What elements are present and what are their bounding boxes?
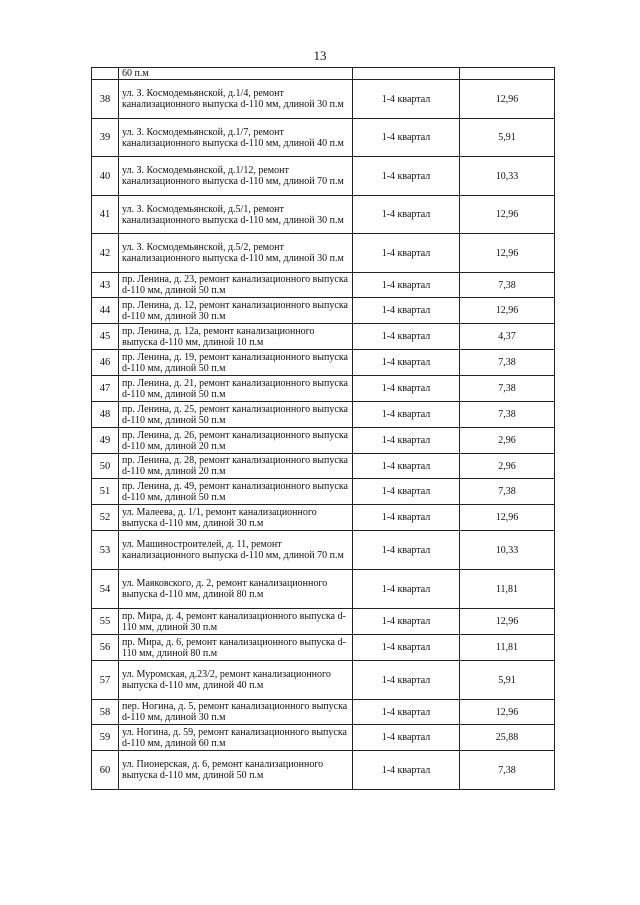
work-description: пр. Ленина, д. 19, ремонт канализационного выпуска d-110 мм, длиной 50 п.м	[119, 350, 353, 376]
work-description: пр. Мира, д. 4, ремонт канализационного выпуска d-110 мм, длиной 30 п.м	[119, 609, 353, 635]
work-amount: 7,38	[460, 273, 555, 298]
row-number: 40	[92, 157, 119, 196]
work-amount: 12,96	[460, 298, 555, 324]
table-row	[92, 609, 555, 635]
table-row	[92, 700, 555, 725]
work-amount: 25,88	[460, 725, 555, 751]
work-period: 1-4 квартал	[353, 700, 460, 725]
table-row	[92, 402, 555, 428]
table-row	[92, 661, 555, 700]
row-number: 55	[92, 609, 119, 635]
row-number: 46	[92, 350, 119, 376]
work-description: пер. Ногина, д. 5, ремонт канализационного выпуска d-110 мм, длиной 30 п.м	[119, 700, 353, 725]
work-period: 1-4 квартал	[353, 234, 460, 273]
table-row	[92, 376, 555, 402]
work-period: 1-4 квартал	[353, 350, 460, 376]
work-amount: 12,96	[460, 700, 555, 725]
work-amount: 7,38	[460, 479, 555, 505]
row-number: 49	[92, 428, 119, 454]
row-number: 57	[92, 661, 119, 700]
row-number: 48	[92, 402, 119, 428]
row-number: 60	[92, 751, 119, 790]
work-description: пр. Ленина, д. 21, ремонт канализационного выпуска d-110 мм, длиной 50 п.м	[119, 376, 353, 402]
work-period: 1-4 квартал	[353, 479, 460, 505]
row-number: 42	[92, 234, 119, 273]
row-number: 53	[92, 531, 119, 570]
work-period: 1-4 квартал	[353, 298, 460, 324]
work-description: пр. Мира, д. 6, ремонт канализационного выпуска d-110 мм, длиной 80 п.м	[119, 635, 353, 661]
work-amount: 10,33	[460, 157, 555, 196]
work-period: 1-4 квартал	[353, 635, 460, 661]
work-description: пр. Ленина, д. 23, ремонт канализационного выпуска d-110 мм, длиной 50 п.м	[119, 273, 353, 298]
table-row	[92, 68, 555, 80]
row-number: 59	[92, 725, 119, 751]
work-period: 1-4 квартал	[353, 157, 460, 196]
table-row	[92, 324, 555, 350]
row-number: 58	[92, 700, 119, 725]
work-description: ул. Пионерская, д. 6, ремонт канализационного выпуска d-110 мм, длиной 50 п.м	[119, 751, 353, 790]
works-table-body	[92, 68, 555, 790]
work-amount: 7,38	[460, 751, 555, 790]
work-period: 1-4 квартал	[353, 751, 460, 790]
table-row	[92, 570, 555, 609]
work-description: ул. З. Космодемьянской, д.1/12, ремонт канализационного выпуска d-110 мм, длиной 70 п.м	[119, 157, 353, 196]
row-number: 54	[92, 570, 119, 609]
work-amount: 7,38	[460, 376, 555, 402]
work-description: ул. Малеева, д. 1/1, ремонт канализационного выпуска d-110 мм, длиной 30 п.м	[119, 505, 353, 531]
work-description: ул. Ногина, д. 59, ремонт канализационного выпуска d-110 мм, длиной 60 п.м	[119, 725, 353, 751]
table-row	[92, 725, 555, 751]
work-description: пр. Ленина, д. 12, ремонт канализационного выпуска d-110 мм, длиной 30 п.м	[119, 298, 353, 324]
work-amount: 5,91	[460, 119, 555, 157]
work-period: 1-4 квартал	[353, 531, 460, 570]
work-description: пр. Ленина, д. 28, ремонт канализационного выпуска d-110 мм, длиной 20 п.м	[119, 454, 353, 479]
work-period: 1-4 квартал	[353, 324, 460, 350]
work-amount: 7,38	[460, 402, 555, 428]
table-row	[92, 298, 555, 324]
work-description: ул. Маяковского, д. 2, ремонт канализационного выпуска d-110 мм, длиной 80 п.м	[119, 570, 353, 609]
work-amount: 12,96	[460, 505, 555, 531]
row-number: 43	[92, 273, 119, 298]
work-amount	[460, 68, 555, 80]
row-number: 50	[92, 454, 119, 479]
page-number: 13	[313, 48, 327, 63]
table-row	[92, 350, 555, 376]
work-period: 1-4 квартал	[353, 661, 460, 700]
work-description: ул. Машиностроителей, д. 11, ремонт канализационного выпуска d-110 мм, длиной 70 п.м	[119, 531, 353, 570]
work-period: 1-4 квартал	[353, 725, 460, 751]
table-row	[92, 80, 555, 119]
work-period: 1-4 квартал	[353, 505, 460, 531]
work-description: ул. З. Космодемьянской, д.5/2, ремонт канализационного выпуска d-110 мм, длиной 30 п.м	[119, 234, 353, 273]
work-amount: 11,81	[460, 635, 555, 661]
work-description: ул. Муромская, д.23/2, ремонт канализационного выпуска d-110 мм, длиной 40 п.м	[119, 661, 353, 700]
work-description: пр. Ленина, д. 25, ремонт канализационного выпуска d-110 мм, длиной 50 п.м	[119, 402, 353, 428]
work-period: 1-4 квартал	[353, 402, 460, 428]
row-number: 39	[92, 119, 119, 157]
work-period	[353, 68, 460, 80]
table-row	[92, 428, 555, 454]
work-amount: 2,96	[460, 428, 555, 454]
work-description: ул. З. Космодемьянской, д.5/1, ремонт канализационного выпуска d-110 мм, длиной 30 п.м	[119, 196, 353, 234]
work-description: пр. Ленина, д. 49, ремонт канализационного выпуска d-110 мм, длиной 50 п.м	[119, 479, 353, 505]
work-amount: 10,33	[460, 531, 555, 570]
work-period: 1-4 квартал	[353, 196, 460, 234]
work-amount: 12,96	[460, 80, 555, 119]
row-number: 41	[92, 196, 119, 234]
work-amount: 5,91	[460, 661, 555, 700]
work-amount: 11,81	[460, 570, 555, 609]
table-row	[92, 273, 555, 298]
table-row	[92, 505, 555, 531]
work-period: 1-4 квартал	[353, 376, 460, 402]
work-amount: 12,96	[460, 196, 555, 234]
works-table	[91, 67, 555, 790]
work-period: 1-4 квартал	[353, 428, 460, 454]
table-row	[92, 454, 555, 479]
work-period: 1-4 квартал	[353, 609, 460, 635]
work-amount: 12,96	[460, 609, 555, 635]
work-description: ул. З. Космодемьянской, д.1/4, ремонт канализационного выпуска d-110 мм, длиной 30 п.м	[119, 80, 353, 119]
work-period: 1-4 квартал	[353, 273, 460, 298]
row-number: 56	[92, 635, 119, 661]
table-row	[92, 157, 555, 196]
table-row	[92, 196, 555, 234]
work-period: 1-4 квартал	[353, 454, 460, 479]
work-description: ул. З. Космодемьянской, д.1/7, ремонт канализационного выпуска d-110 мм, длиной 40 п.м	[119, 119, 353, 157]
work-period: 1-4 квартал	[353, 570, 460, 609]
work-amount: 12,96	[460, 234, 555, 273]
work-description: пр. Ленина, д. 12а, ремонт канализационного выпуска d-110 мм, длиной 10 п.м	[119, 324, 353, 350]
work-period: 1-4 квартал	[353, 119, 460, 157]
table-row	[92, 119, 555, 157]
table-row	[92, 479, 555, 505]
work-amount: 4,37	[460, 324, 555, 350]
work-amount: 7,38	[460, 350, 555, 376]
table-row	[92, 531, 555, 570]
work-amount: 2,96	[460, 454, 555, 479]
table-row	[92, 635, 555, 661]
row-number: 52	[92, 505, 119, 531]
row-number: 51	[92, 479, 119, 505]
table-row	[92, 234, 555, 273]
row-number: 38	[92, 80, 119, 119]
row-number	[92, 68, 119, 80]
row-number: 45	[92, 324, 119, 350]
table-row	[92, 751, 555, 790]
row-number: 47	[92, 376, 119, 402]
work-description: пр. Ленина, д. 26, ремонт канализационного выпуска d-110 мм, длиной 20 п.м	[119, 428, 353, 454]
work-description: 60 п.м	[119, 68, 353, 80]
row-number: 44	[92, 298, 119, 324]
work-period: 1-4 квартал	[353, 80, 460, 119]
